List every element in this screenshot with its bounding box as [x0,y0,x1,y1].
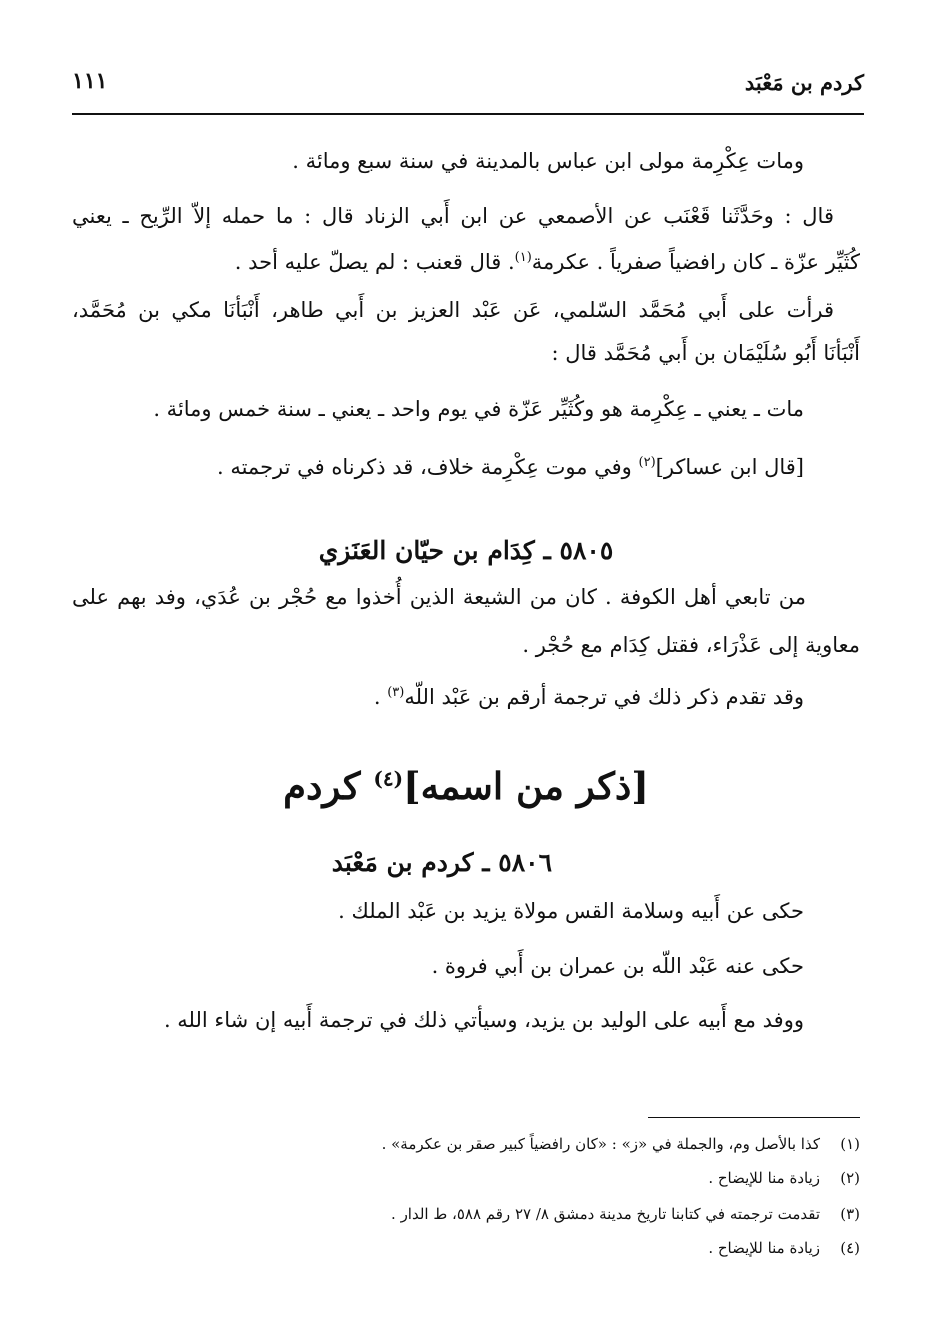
quote-line [72,448,804,482]
header-rule [72,113,864,115]
paragraph-line: أَنْبَأنَا أَبُو سُلَيْمَان بن أَبي مُحَمَّد قال : [551,341,860,365]
entry-title: ٥٨٠٦ ـ كردم بن مَعْبَد [331,848,552,877]
footnote-text: تقدمت ترجمته في كتابنا تاريخ مدينة دمشق ٨/ ٢٧ رقم ٥٨٨، ط الدار . [391,1205,820,1223]
running-header [72,66,864,102]
section-heading-text: [ذكر من اسمه] [403,764,649,808]
paragraph-line [72,243,860,277]
paragraph-line: ووفد مع أَبيه على الوليد بن يزيد، وسيأتي ذلك في ترجمة أَبيه إن شاء الله . [163,1008,804,1032]
footnote-text: زيادة منا للإيضاح . [708,1169,820,1187]
paragraph-line [72,678,804,712]
footnote-number: (٣) [840,1205,860,1223]
footnote-ref: (٣) [387,685,405,700]
page-number: ١١١ [72,68,108,94]
section-heading [0,764,932,808]
paragraph-line: معاوية إلى عَذْرَاء، فقتل كِدَام مع حُجْر . [522,633,860,657]
footnote [72,1203,860,1225]
paragraph-text: . قال قعنب : لم يصلّ عليه أحد . [234,250,515,274]
quote-line: مات ـ يعني ـ عِكْرِمة هو وكُثَيِّر عَزّة في يوم واحد ـ يعني ـ سنة خمس ومائة . [153,397,804,421]
paragraph-line: حكى عن أَبيه وسلامة القس مولاة يزيد بن عَبْد الملك . [338,899,804,923]
paragraph-text: كُثَيِّر عزّة ـ كان رافضياً صفرياً . عكرمة [531,250,860,274]
paragraph-text: وفي موت عِكْرِمة خلاف، قد ذكرناه في ترجمته . [216,455,639,479]
section-heading-text: كردم [283,764,374,808]
footnote [72,1167,860,1189]
footnote-text: زيادة منا للإيضاح . [708,1239,820,1257]
footnote-number: (٤) [840,1239,860,1257]
running-title: كردم بن مَعْبَد [744,70,864,95]
paragraph-line: قرأت على أَبي مُحَمَّد السّلمي، عَن عَبْد العزيز بن أَبي طاهر، أَنْبَأنَا مكي بن مُحَمَّد، [72,298,834,322]
footnote-ref: (٤) [373,766,404,791]
footnote-ref: (١) [514,250,532,265]
footnote-rule [648,1117,860,1118]
footnote [72,1237,860,1259]
footnote-number: (٢) [840,1169,860,1187]
paragraph-line: من تابعي أهل الكوفة . كان من الشيعة الذين أُخذوا مع حُجْر بن عُدَي، وفد بهم على [72,585,806,609]
paragraph-text: [قال ابن عساكر] [655,455,804,479]
footnote-ref: (٢) [638,455,656,470]
footnote [72,1133,860,1155]
footnote-number: (١) [840,1135,860,1153]
paragraph-line: حكى عنه عَبْد اللّه بن عمران بن أَبي فروة . [431,954,804,978]
paragraph-text: . [373,685,388,709]
paragraph-line: ومات عِكْرِمة مولى ابن عباس بالمدينة في سنة سبع ومائة . [292,149,804,173]
footnote-text: كذا بالأصل وم، والجملة في «ز» : «كان رافضياً كبير صقر بن عكرمة» . [381,1135,820,1153]
paragraph-line: قال : وحَدَّثَنا قَعْنَب عن الأصمعي عن ابن أَبي الزناد قال : ما حمله إلاّ الرِّيح ـ يعني [72,204,834,228]
entry-title: ٥٨٠٥ ـ كِدَام بن حيّان العَنَزي [318,536,614,565]
paragraph-text: وقد تقدم ذكر ذلك في ترجمة أرقم بن عَبْد اللّه [404,685,804,709]
